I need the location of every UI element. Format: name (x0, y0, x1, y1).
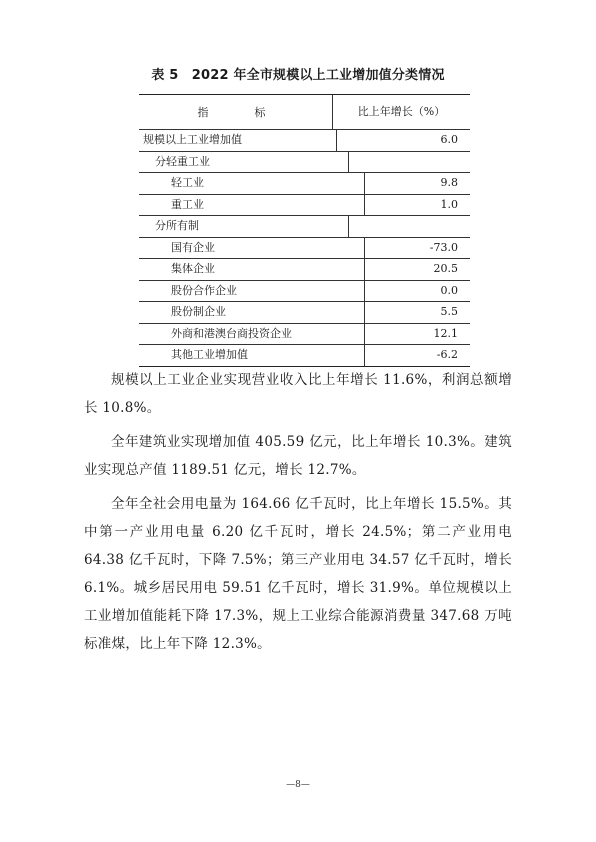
row-value: 6.0 (336, 130, 470, 151)
row-label: 集体企业 (171, 262, 215, 275)
row-value: 5.5 (364, 302, 470, 323)
row-label: 规模以上工业增加值 (143, 133, 242, 146)
row-value: -73.0 (364, 238, 470, 259)
statistics-table (139, 94, 470, 367)
table-row (139, 344, 470, 366)
table-row (139, 151, 470, 173)
row-label: 外商和港澳台商投资企业 (171, 326, 292, 340)
row-value: -6.2 (364, 345, 470, 366)
row-label: 重工业 (171, 197, 204, 211)
table-title: 表 5 2022 年全市规模以上工业增加值分类情况 (151, 68, 445, 83)
table-row (139, 323, 470, 345)
row-label: 分所有制 (155, 219, 199, 232)
row-label: 股份合作企业 (171, 283, 237, 297)
row-label: 轻工业 (171, 176, 204, 189)
row-label: 其他工业增加值 (171, 348, 248, 361)
table-body (139, 130, 470, 366)
table-row (139, 194, 470, 216)
row-label: 分轻重工业 (155, 154, 210, 168)
row-value: 12.1 (364, 324, 470, 345)
body-text (84, 366, 512, 664)
row-value: 20.5 (364, 259, 470, 280)
row-value (348, 216, 470, 237)
row-label: 股份制企业 (171, 305, 226, 318)
header-indicator: 指 标 (197, 106, 274, 119)
table-row (139, 130, 470, 151)
table-row (139, 172, 470, 194)
table-row (139, 301, 470, 323)
row-label: 国有企业 (171, 240, 215, 254)
row-value: 9.8 (364, 173, 470, 194)
table-row (139, 258, 470, 280)
paragraph: 全年建筑业实现增加值 405.59 亿元，比上年增长 10.3%。建筑业实现总产值 1189.51 亿元，增长 12.7%。 (84, 434, 512, 478)
row-value: 1.0 (364, 195, 470, 216)
paragraph: 规模以上工业企业实现营业收入比上年增长 11.6%，利润总额增长 10.8%。 (84, 372, 512, 416)
header-growth: 比上年增长（%） (332, 95, 470, 129)
table-row (139, 237, 470, 259)
table-row (139, 215, 470, 237)
table-row (139, 280, 470, 302)
row-value (348, 152, 470, 173)
paragraph: 全年全社会用电量为 164.66 亿千瓦时，比上年增长 15.5%。其中第一产业用电量 6.20 亿千瓦时，增长 24.5%；第二产业用电 64.38 亿千瓦时，下降 7.5%；第三产业用电 34.57 亿千瓦时，增长 6.1%。城乡居民用电 59.51 亿千瓦时，增长 31.9%。单位规模以上工业增加值能耗下降 17.3%，规上工业综合能源消费量 347.68 万吨标准煤，比上年下降 12.3%。 (84, 496, 512, 652)
row-value: 0.0 (364, 281, 470, 302)
page-number: —8— (286, 780, 310, 790)
table-header (139, 95, 470, 130)
